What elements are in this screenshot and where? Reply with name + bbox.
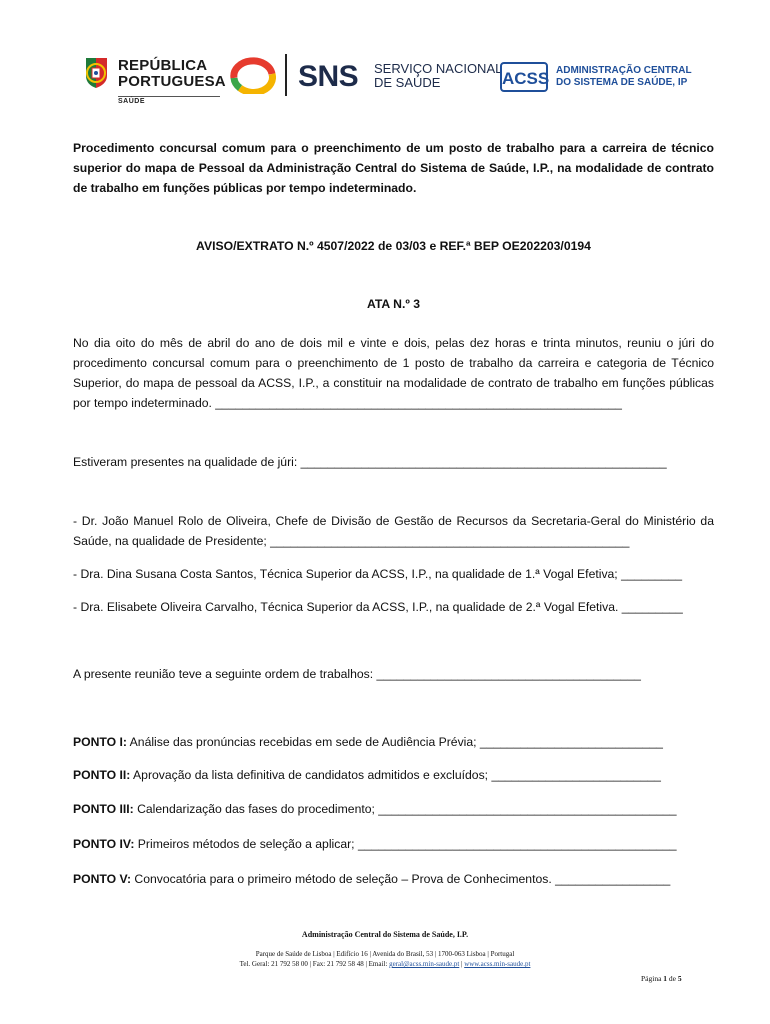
jury-member-vogal-2: - Dra. Elisabete Oliveira Carvalho, Técnica Superior da ACSS, I.P., na qualidade de 2.ª Vogal Efetiva. _________ bbox=[73, 600, 683, 614]
jury-member-vogal-1: - Dra. Dina Susana Costa Santos, Técnica Superior da ACSS, I.P., na qualidade de 1.ª Vogal Efetiva; _________ bbox=[73, 567, 683, 581]
agenda-item-label: PONTO I: bbox=[73, 735, 127, 749]
document-intro: Procedimento concursal comum para o preenchimento de um posto de trabalho para a carreira de técnico superior do mapa de Pessoal da Administração Central do Sistema de Saúde, I.P., na modalidade de contrato de trabalho em funções públicas por tempo indeterminado. bbox=[73, 141, 714, 195]
aviso-title: AVISO/EXTRATO N.º 4507/2022 de 03/03 e REF.ª BEP OE202203/0194 bbox=[196, 239, 591, 253]
agenda-item-label: PONTO III: bbox=[73, 802, 134, 816]
acss-logo: ACSS bbox=[500, 62, 548, 92]
page-header bbox=[78, 48, 698, 112]
sns-logo-text: SNS bbox=[298, 60, 359, 93]
portuguese-coat-of-arms-icon bbox=[80, 56, 112, 90]
agenda-item-text: Calendarização das fases do procedimento; ____________________________________________ bbox=[133, 802, 677, 816]
agenda-item bbox=[73, 834, 714, 854]
header-divider bbox=[285, 54, 287, 96]
agenda-item bbox=[73, 732, 714, 752]
republica-portuguesa-logo-text: REPÚBLICA PORTUGUESA bbox=[118, 57, 226, 90]
agenda-item bbox=[73, 799, 714, 819]
agenda-item-label: PONTO II: bbox=[73, 768, 131, 782]
agenda-item-label: PONTO V: bbox=[73, 872, 132, 886]
agenda-item-label: PONTO IV: bbox=[73, 837, 135, 851]
sns-ring-logo-icon bbox=[230, 54, 276, 94]
paragraph-jury-present: Estiveram presentes na qualidade de júri: ______________________________________________________ bbox=[73, 455, 667, 469]
footer-address: Parque de Saúde de Lisboa | Edifício 16 | Avenida do Brasil, 53 | 1700-063 Lisboa | Portugal bbox=[255, 950, 515, 958]
ata-title: ATA N.º 3 bbox=[367, 297, 420, 311]
page-total: 5 bbox=[677, 974, 682, 983]
agenda-item-text: Primeiros métodos de seleção a aplicar; _______________________________________________ bbox=[134, 837, 677, 851]
page-current: 1 bbox=[663, 974, 668, 983]
footer-contacts bbox=[0, 959, 770, 969]
agenda-item-text: Aprovação da lista definitiva de candidatos admitidos e excluídos; _________________________ bbox=[130, 768, 661, 782]
acss-full-name: ADMINISTRAÇÃO CENTRAL DO SISTEMA DE SAÚDE, IP bbox=[556, 65, 692, 88]
footer-separator: | bbox=[459, 960, 465, 968]
sns-full-name: SERVIÇO NACIONAL DE SAÚDE bbox=[374, 61, 503, 90]
footer-organization: Administração Central do Sistema de Saúde, I.P. bbox=[301, 930, 469, 939]
page-footer bbox=[0, 930, 770, 969]
paragraph-opening: No dia oito do mês de abril do ano de dois mil e vinte e dois, pelas dez horas e trinta minutos, reuniu o júri do procedimento concursal comum para o preenchimento de 1 posto de trabalho da carreira e categoria de Técnico Superior, do mapa de pessoal da ACSS, I.P., a constituir na modalidade de contrato de trabalho em funções públicas por tempo indeterminado. ____________________________________________________________ bbox=[73, 336, 714, 410]
jury-member-president: - Dr. João Manuel Rolo de Oliveira, Chefe de Divisão de Gestão de Recursos da Secretaria-Geral do Ministério da Saúde, na qualidade de Presidente; _____________________________________________________ bbox=[73, 514, 714, 548]
footer-email-link[interactable]: geral@acss.min-saude.pt bbox=[389, 960, 460, 968]
paragraph-agenda: A presente reunião teve a seguinte ordem de trabalhos: _______________________________________ bbox=[73, 667, 641, 681]
footer-website-link[interactable]: www.acss.min-saude.pt bbox=[464, 960, 531, 968]
agenda-item-text: Convocatória para o primeiro método de seleção – Prova de Conhecimentos. _________________ bbox=[131, 872, 671, 886]
footer-phone-fax: Tel. Geral: 21 792 58 00 | Fax: 21 792 58 48 | Email: bbox=[239, 960, 390, 968]
page-label: Página bbox=[641, 974, 662, 983]
page-of: de bbox=[668, 974, 677, 983]
saude-label: SAÚDE bbox=[118, 96, 220, 105]
agenda-item bbox=[73, 869, 714, 889]
agenda-item bbox=[73, 765, 714, 785]
agenda-item-text: Análise das pronúncias recebidas em sede de Audiência Prévia; ___________________________ bbox=[126, 735, 663, 749]
page-number bbox=[641, 974, 682, 983]
